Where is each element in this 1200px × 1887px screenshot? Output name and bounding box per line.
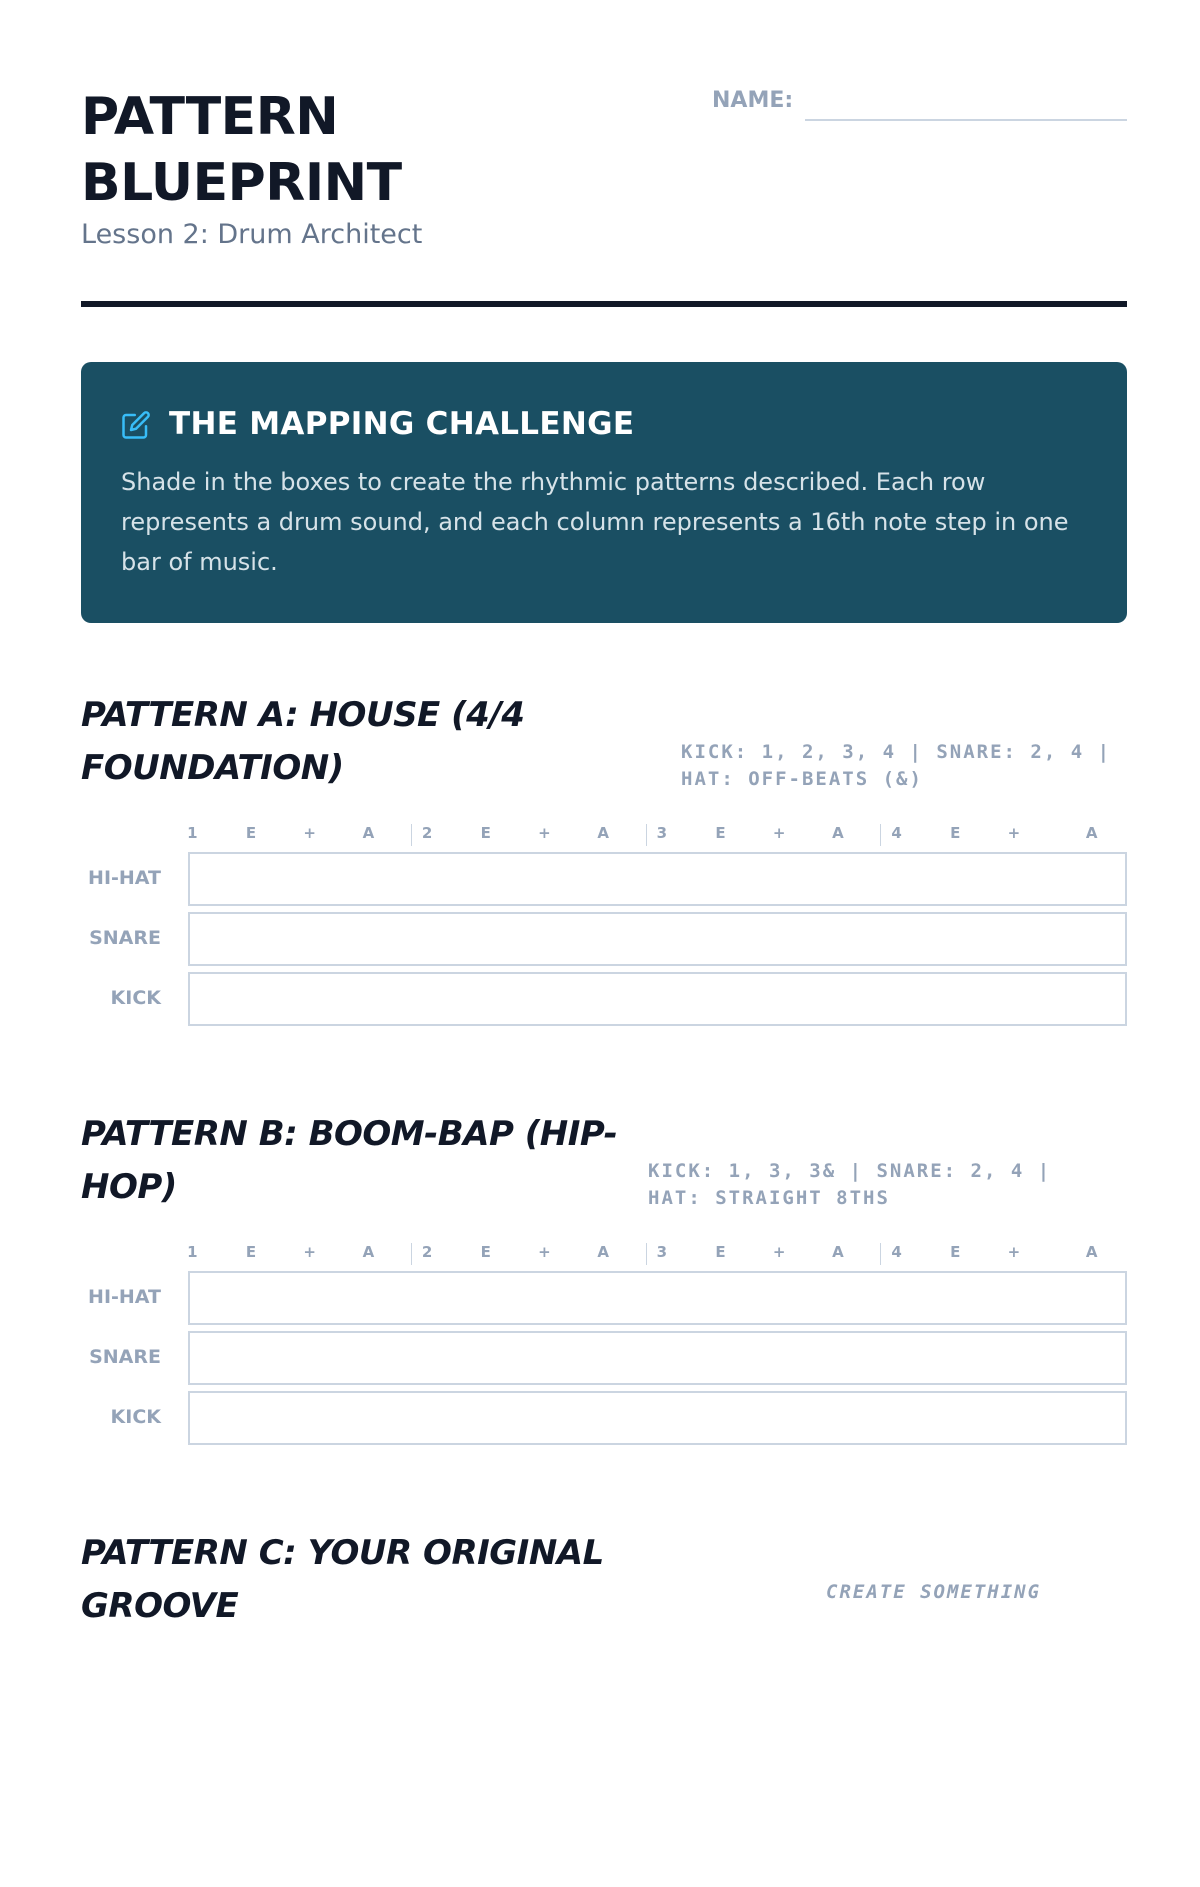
header-divider <box>81 301 1127 307</box>
step-label: A <box>362 824 375 842</box>
pencil-square-icon <box>121 410 151 440</box>
beat-divider <box>880 824 881 846</box>
kick-step-row[interactable] <box>188 1391 1127 1445</box>
step-label: A <box>362 1243 375 1261</box>
step-label: E <box>245 824 257 842</box>
step-label: + <box>1007 1243 1021 1261</box>
step-label: + <box>772 1243 786 1261</box>
name-line[interactable] <box>805 119 1127 121</box>
step-header <box>188 1243 1127 1265</box>
page-subtitle: Lesson 2: Drum Architect <box>81 219 423 250</box>
row-label-snare: SNARE <box>89 1346 161 1368</box>
step-label: A <box>597 824 609 842</box>
step-label: E <box>715 1243 726 1261</box>
snare-step-row[interactable] <box>188 1331 1127 1385</box>
pattern-b-section <box>81 1108 1127 1468</box>
snare-step-row[interactable] <box>188 912 1127 966</box>
pattern-b-hint: KICK: 1, 3, 3& | SNARE: 2, 4 | HAT: STRAIGHT 8THS <box>648 1160 1052 1209</box>
step-label: 4 <box>891 1243 902 1261</box>
step-label: + <box>303 824 316 842</box>
step-label: A <box>597 1243 609 1261</box>
page-title: PATTERN BLUEPRINT <box>81 87 402 213</box>
pattern-b-title: PATTERN B: BOOM-BAP (HIP-HOP) <box>81 1114 618 1207</box>
step-label: + <box>538 1243 551 1261</box>
row-label-snare: SNARE <box>89 927 161 949</box>
step-label: + <box>303 1243 316 1261</box>
step-label: 1 <box>187 824 198 842</box>
pattern-c-hint: CREATE SOMETHING <box>826 1581 1042 1603</box>
beat-divider <box>411 1243 412 1265</box>
row-label-hihat: HI-HAT <box>88 1286 161 1308</box>
step-label: E <box>950 1243 961 1261</box>
hihat-step-row[interactable] <box>188 852 1127 906</box>
step-label: E <box>950 824 961 842</box>
name-field[interactable] <box>712 86 1127 122</box>
step-label: + <box>1007 824 1021 842</box>
challenge-text: Shade in the boxes to create the rhythmic patterns described. Each row represents a drum sound, and each column represents a 16th note step in one bar of music. <box>121 468 1069 576</box>
step-label: A <box>832 824 844 842</box>
row-label-hihat: HI-HAT <box>88 867 161 889</box>
step-label: 3 <box>656 1243 668 1261</box>
step-label: 4 <box>891 824 902 842</box>
pattern-a-hint: KICK: 1, 2, 3, 4 | SNARE: 2, 4 | HAT: OFF-BEATS (&) <box>681 741 1112 790</box>
step-label: + <box>538 824 551 842</box>
row-label-kick: KICK <box>110 1406 161 1428</box>
hihat-step-row[interactable] <box>188 1271 1127 1325</box>
beat-divider <box>646 824 647 846</box>
step-label: 2 <box>421 824 433 842</box>
step-label: 1 <box>187 1243 198 1261</box>
step-label: 3 <box>656 824 668 842</box>
beat-divider <box>880 1243 881 1265</box>
step-label: E <box>715 824 726 842</box>
step-label: E <box>480 1243 491 1261</box>
kick-step-row[interactable] <box>188 972 1127 1026</box>
challenge-panel <box>81 362 1127 623</box>
step-label: A <box>1085 1243 1098 1261</box>
step-label: 2 <box>421 1243 433 1261</box>
step-label: E <box>245 1243 257 1261</box>
worksheet-page <box>81 0 1127 1626</box>
step-label: A <box>1085 824 1098 842</box>
step-label: E <box>480 824 491 842</box>
beat-divider <box>411 824 412 846</box>
beat-divider <box>646 1243 647 1265</box>
name-label: NAME: <box>712 88 794 113</box>
row-label-kick: KICK <box>110 987 161 1009</box>
pattern-c-title: PATTERN C: YOUR ORIGINAL GROOVE <box>81 1533 604 1626</box>
pattern-a-title: PATTERN A: HOUSE (4/4 FOUNDATION) <box>81 695 525 788</box>
step-header <box>188 824 1127 846</box>
step-label: A <box>832 1243 844 1261</box>
pattern-c-section <box>81 1527 1127 1887</box>
challenge-title: THE MAPPING CHALLENGE <box>169 406 635 442</box>
step-label: + <box>772 824 786 842</box>
pattern-a-section <box>81 689 1127 1049</box>
